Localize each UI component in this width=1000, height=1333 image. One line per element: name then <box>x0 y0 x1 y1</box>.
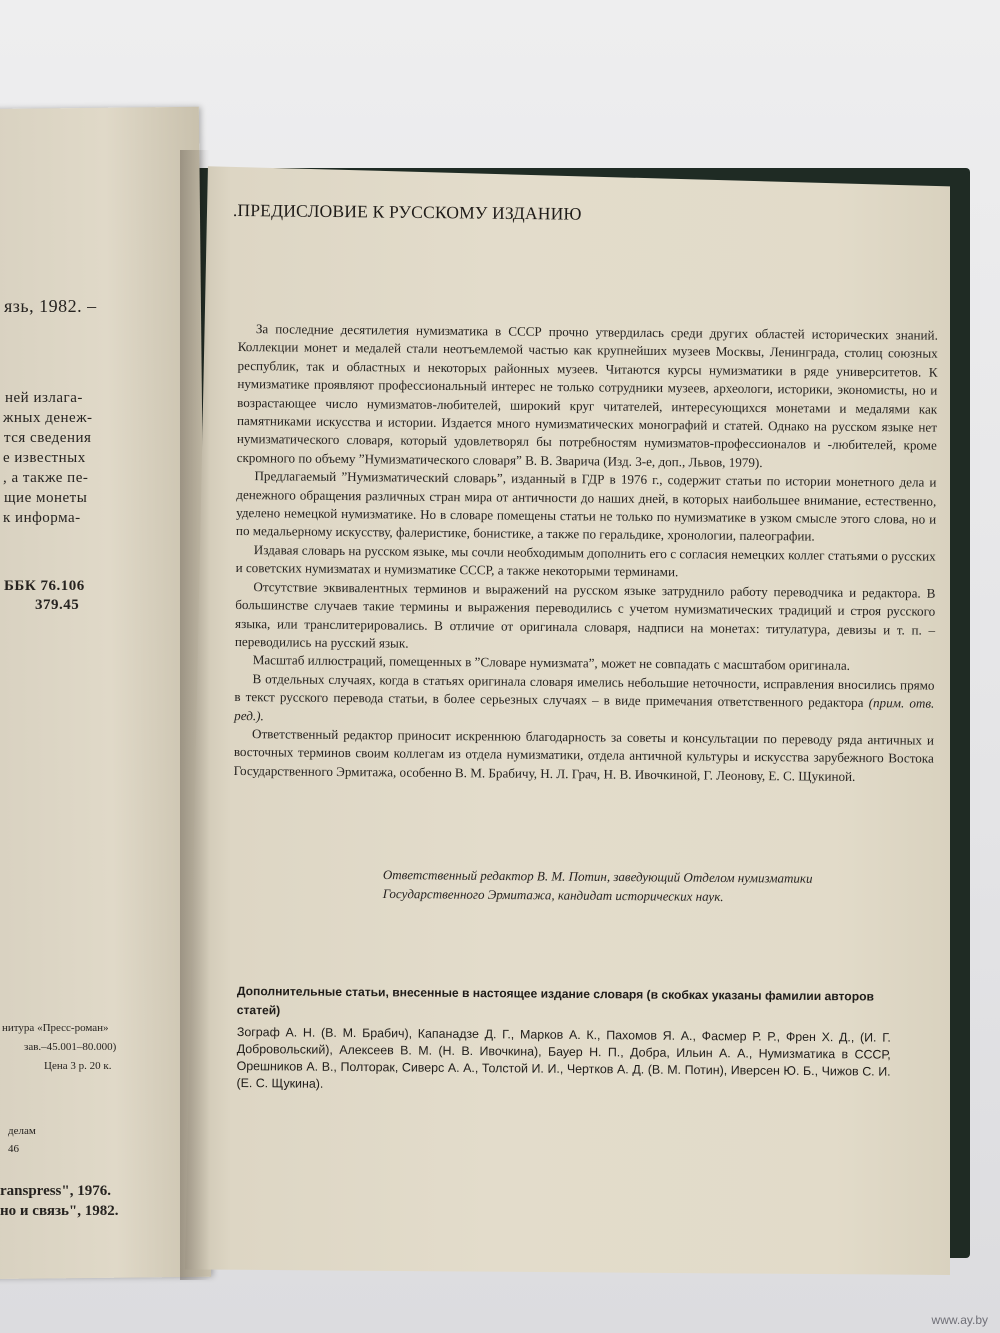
bbk-number: 379.45 <box>35 597 80 613</box>
left-fragment: ней излага- <box>5 390 83 406</box>
left-fragment: жных денеж- <box>3 410 93 426</box>
page-title: .ПРЕДИСЛОВИЕ К РУССКОМУ ИЗДАНИЮ <box>232 200 582 224</box>
price-text: Цена 3 р. 20 к. <box>44 1060 112 1072</box>
left-fragment: е известных <box>3 450 86 466</box>
paragraph: Ответственный редактор приносит искреннюю благодарность за советы и консультации по переводу ряда античных и восточных терминов своим коллегам из отдела нумизматики, отдела античной культуры и искусства зарубежного Востока Государственного Эрмитажа, особенно В. М. Брабичу, Н. Л. Грач, Н. В. Ивочкиной, Г. Леонову, Е. С. Щукиной. <box>233 726 935 784</box>
left-fragment: делам <box>8 1125 36 1137</box>
editor-note: (прим. отв. ред.). <box>234 695 935 723</box>
left-fragment: к информа- <box>3 510 81 526</box>
left-fragment: 46 <box>8 1143 19 1155</box>
watermark: www.ay.by <box>931 1313 988 1327</box>
paragraph: Издавая словарь на русском языке, мы сочли необходимым дополнить его с согласия немецких коллег статьями о русских и советских нумизматах и нумизматике СССР, а также некоторыми терминами. <box>235 542 936 580</box>
preface-body <box>234 320 938 787</box>
additional-articles-title: Дополнительные статьи, внесенные в настоящее издание словаря (в скобках указаны фамилии авторов статей) <box>236 983 875 1018</box>
left-fragment: язь, 1982. – <box>4 296 97 316</box>
left-fragment: но и связь", 1982. <box>0 1203 119 1219</box>
left-fragment: зав.–45.001–80.000) <box>24 1041 117 1053</box>
left-fragment: , а также пе- <box>3 470 89 486</box>
paragraph-text: В отдельных случаях, когда в статьях оригинала словаря имелись небольшие неточности, исправления вносились прямо в текст русского перевода статьи, в более серьезных случаях – в виде примечания ответственного редактора <box>234 670 935 711</box>
paragraph-with-note <box>234 670 934 732</box>
paragraph: Отсутствие эквивалентных терминов и выражений на русском языке затруднило работу переводчика и редактора. В большинстве случаев такие термины и выражения переводились с учетом нумизматических традиций и строя русского языка, или транслитерировались. В отличие от оригинала словаря, надписи на монетах: титулатура, девизы и т. п. –переводились на русский язык. <box>234 578 936 651</box>
left-fragment: нитура «Пресс-роман» <box>2 1022 109 1034</box>
additional-articles-list: Зограф А. Н. (В. М. Брабич), Капанадзе Д. Г., Марков А. К., Пахомов Я. А., Фасмер Р. Р., Френ Х. Д., (И. Г. Добровольский), Алексеев В. М. (Н. В. Ивочкина), Бауер Н. П., Добра, Ильин А. А., Нумизматика в СССР, Орешников А. В., Полторак, Сиверс А. А., Толстой И. И., Чертков А. Д. (В. М. Потин), Иверсен Ю. Б., Чижов С. И. (Е. С. Щукина). <box>236 1025 891 1091</box>
paragraph: Масштаб иллюстраций, помещенных в ”Словаре нумизмата”, может не совпадать с масштабом оригинала. <box>252 652 851 674</box>
bbk-code: ББК 76.106 <box>4 578 85 594</box>
left-fragment: тся сведения <box>4 430 92 446</box>
paragraph: За последние десятилетия нумизматика в СССР прочно утвердилась среди других областей исторических знаний. Коллекции монет и медалей стали неотъемлемой частью как крупнейших музеев Москвы, Ленинграда, столиц союзных республик, так и областных и некоторых районных музеев. Читаются курсы нумизматики в ряде университетов. К нумизматике проявляют профессиональный интерес не только сотрудники музеев, археологи, историки, экономисты, но и возрастающее число нумизматов-любителей, широкий круг читателей, интересующихся монетами и медалями как памятниками искусства и истории. Издается много нумизматических монографий и статей. Однако на русском языке нет нумизматического словаря, который удовлетворял бы потребностям нумизматов-профессионалов и -любителей, кроме скромного по объему ”Нумизматического словаря” В. В. Зварича (Изд. 3-е, доп., Львов, 1979). <box>236 321 938 470</box>
left-fragment: ranspress", 1976. <box>0 1183 111 1199</box>
left-fragment: щие монеты <box>4 490 88 506</box>
paragraph: Предлагаемый ”Нумизматический словарь”, изданный в ГДР в 1976 г., содержит статьи по истории монетного дела и денежного обращения различных стран мира от античности до наших дней, в которых наибольшее внимание, естественно, уделено немецкой нумизматике. Но в словаре помещены статьи не только по нумизматике в узком смысле этого слова, но и по медальерному искусству, фалеристике, бонистике, а также по геральдике, хронологии, палеографии. <box>235 468 937 545</box>
editor-signature: Ответственный редактор В. М. Потин, заведующий Отделом нумизматики Государственного Эрмитажа, кандидат исторических наук. <box>382 866 813 904</box>
page-gutter-shadow <box>180 150 210 1280</box>
